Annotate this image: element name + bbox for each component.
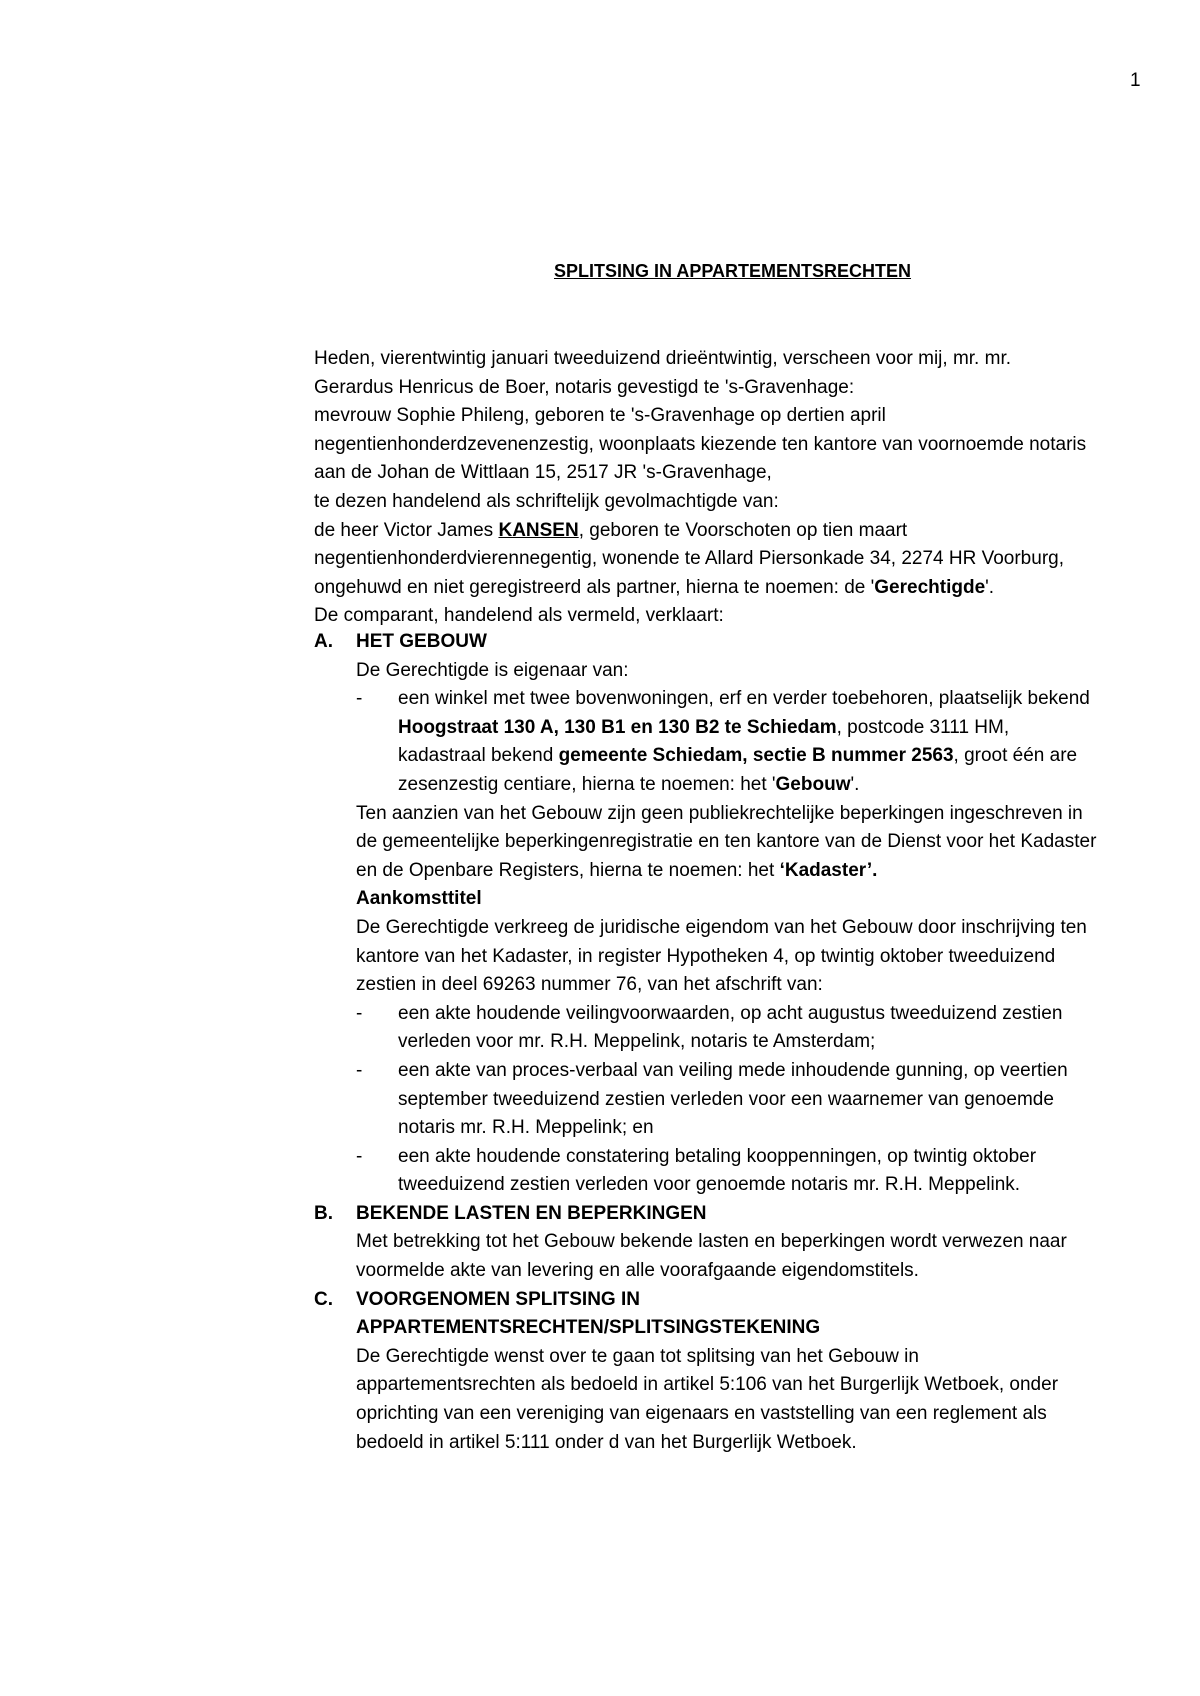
paragraph-line: een winkel met twee bovenwoningen, erf en verder toebehoren, plaatselijk bekend (398, 688, 1090, 710)
paragraph-line: tweeduizend zestien verleden voor genoemde notaris mr. R.H. Meppelink. (398, 1174, 1021, 1196)
section-b (314, 1200, 1184, 1286)
section-letter: A. (314, 631, 333, 652)
text-run: '. (985, 576, 995, 598)
text-run: , groot één are (953, 745, 1078, 767)
section-heading (314, 628, 1184, 657)
section-title-continued: APPARTEMENTSRECHTEN/SPLITSINGSTEKENING (356, 1317, 821, 1339)
list-item-text (398, 1057, 1184, 1143)
paragraph-line (398, 742, 1184, 771)
bullet-dash: - (356, 688, 363, 710)
list-item (356, 1143, 1184, 1200)
section-heading (314, 1200, 1184, 1229)
paragraph-line: De Gerechtigde verkreeg de juridische eigendom van het Gebouw door inschrijving ten (356, 916, 1087, 938)
paragraph-line: een akte houdende veilingvoorwaarden, op acht augustus tweeduizend zestien (398, 1002, 1063, 1024)
text-run: de heer Victor James (314, 519, 499, 541)
intro-line: aan de Johan de Wittlaan 15, 2517 JR 's-Gravenhage, (314, 462, 772, 484)
address-bold: Hoogstraat 130 A, 130 B1 en 130 B2 te Schiedam (398, 716, 837, 738)
list-item (356, 685, 1184, 799)
cadastral-bold: gemeente Schiedam, sectie B nummer 2563 (558, 745, 954, 767)
intro-line: negentienhonderdzevenenzestig, woonplaats kiezende ten kantore van voornoemde notaris (314, 433, 1087, 455)
bullet-dash: - (356, 1145, 363, 1167)
intro-line (314, 574, 1164, 603)
text-run: , geboren te Voorschoten op tien maart (578, 519, 908, 541)
text-run: ongehuwd en niet geregistreerd als partner, hierna te noemen: de ' (314, 576, 875, 598)
section-heading (314, 1286, 1184, 1315)
intro-line: De comparant, handelend als vermeld, verklaart: (314, 605, 724, 627)
paragraph-line: een akte van proces-verbaal van veiling mede inhoudende gunning, op veertien (398, 1059, 1068, 1081)
list-item-text (398, 685, 1184, 799)
paragraph-line: Ten aanzien van het Gebouw zijn geen publiekrechtelijke beperkingen ingeschreven in (356, 802, 1083, 824)
text-run: zesenzestig centiare, hierna te noemen: het ' (398, 773, 776, 795)
text-run: , postcode 3111 HM, (836, 716, 1010, 738)
intro-line: Gerardus Henricus de Boer, notaris gevestigd te 's-Gravenhage: (314, 376, 855, 398)
defined-term: ‘Kadaster’. (779, 859, 878, 881)
intro-line (314, 517, 1164, 546)
section-a (314, 628, 1184, 1200)
text-run: '. (850, 773, 860, 795)
page-number: 1 (1130, 70, 1141, 91)
bullet-dash: - (356, 1059, 363, 1081)
paragraph-line: bedoeld in artikel 5:111 onder d van het Burgerlijk Wetboek. (356, 1431, 857, 1453)
intro-line: negentienhonderdvierennegentig, wonende te Allard Piersonkade 34, 2274 HR Voorburg, (314, 548, 1064, 570)
section-c (314, 1286, 1184, 1458)
paragraph-line: De Gerechtigde is eigenaar van: (356, 659, 629, 681)
paragraph-line: de gemeentelijke beperkingenregistratie en ten kantore van de Dienst voor het Kadaster (356, 831, 1097, 853)
bullet-dash: - (356, 1002, 363, 1024)
text-run: kadastraal bekend (398, 745, 559, 767)
intro-line: te dezen handelend als schriftelijk gevolmachtigde van: (314, 490, 779, 512)
paragraph-line: kantore van het Kadaster, in register Hypotheken 4, op twintig oktober tweeduizend (356, 945, 1056, 967)
defined-term: Gerechtigde (874, 576, 986, 598)
subheading: Aankomsttitel (356, 888, 482, 910)
intro-paragraph (314, 345, 1164, 631)
paragraph-line: oprichting van een vereniging van eigenaars en vaststelling van een reglement als (356, 1403, 1047, 1425)
intro-line: Heden, vierentwintig januari tweeduizend drieëntwintig, verscheen voor mij, mr. mr. (314, 348, 1011, 369)
intro-line: mevrouw Sophie Phileng, geboren te 's-Gravenhage op dertien april (314, 405, 886, 427)
section-title: HET GEBOUW (356, 631, 487, 652)
sections (314, 628, 1184, 1457)
section-letter: C. (314, 1288, 333, 1310)
paragraph-line: verleden voor mr. R.H. Meppelink, notaris te Amsterdam; (398, 1031, 876, 1053)
party-name: KANSEN (498, 519, 579, 541)
paragraph-line: appartementsrechten als bedoeld in artikel 5:106 van het Burgerlijk Wetboek, onder (356, 1374, 1059, 1396)
paragraph-line: voormelde akte van levering en alle voorafgaande eigendomstitels. (356, 1260, 919, 1282)
paragraph-line (356, 857, 1184, 886)
list-item (356, 1000, 1184, 1057)
paragraph-line: zestien in deel 69263 nummer 76, van het afschrift van: (356, 974, 823, 996)
section-title: BEKENDE LASTEN EN BEPERKINGEN (356, 1202, 707, 1224)
defined-term: Gebouw (775, 773, 851, 795)
section-letter: B. (314, 1202, 333, 1224)
section-title: VOORGENOMEN SPLITSING IN (356, 1288, 640, 1310)
paragraph-line: Met betrekking tot het Gebouw bekende lasten en beperkingen wordt verwezen naar (356, 1231, 1067, 1253)
list-item-text (398, 1143, 1184, 1200)
list-item-text (398, 1000, 1184, 1057)
paragraph-line (398, 771, 1184, 800)
paragraph-line: notaris mr. R.H. Meppelink; en (398, 1117, 654, 1139)
text-run: en de Openbare Registers, hierna te noemen: het (356, 859, 780, 881)
paragraph-line: De Gerechtigde wenst over te gaan tot splitsing van het Gebouw in (356, 1345, 919, 1367)
list-item (356, 1057, 1184, 1143)
paragraph-line: een akte houdende constatering betaling kooppenningen, op twintig oktober (398, 1145, 1037, 1167)
paragraph-line: september tweeduizend zestien verleden voor een waarnemer van genoemde (398, 1088, 1054, 1110)
document-title: SPLITSING IN APPARTEMENTSRECHTEN (553, 261, 912, 281)
paragraph-line (398, 714, 1184, 743)
